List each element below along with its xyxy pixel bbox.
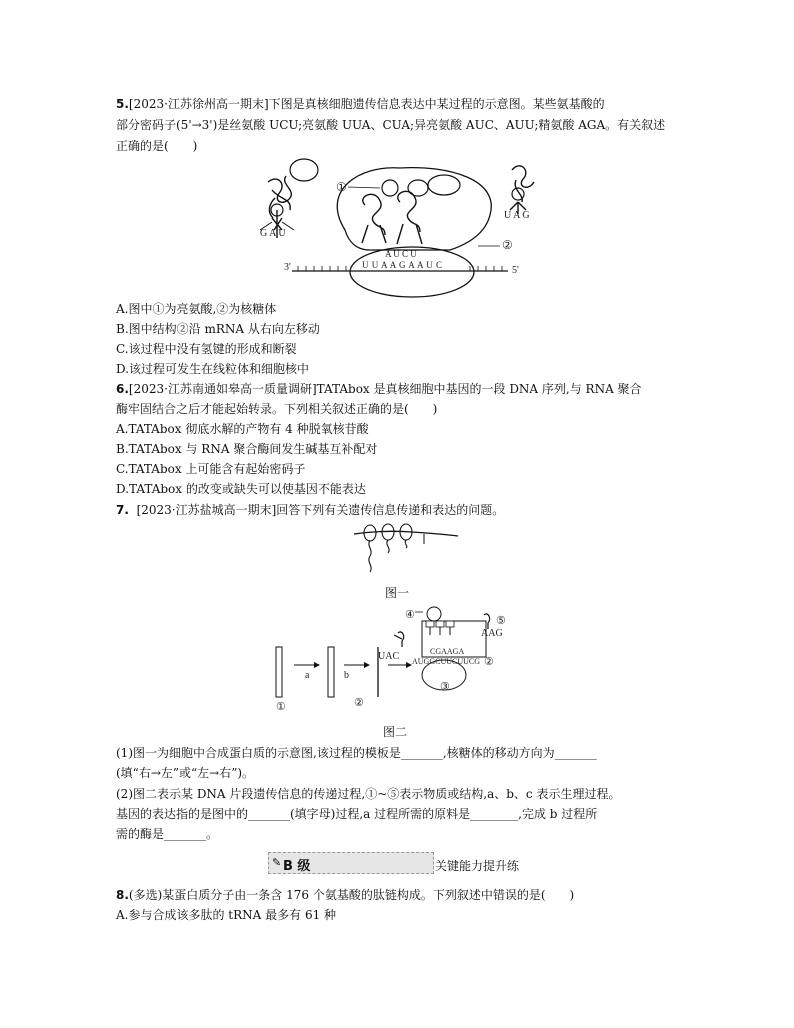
q6-line1: 6.[2023·江苏南通如皋高一质量调研]TATAbox 是真核细胞中基因的一段 DNA 序列,与 RNA 聚合	[116, 382, 642, 396]
q5-option-c: C.该过程中没有氢键的形成和断裂	[116, 342, 297, 356]
five-prime: 5'	[512, 265, 519, 276]
section-b-label: B 级	[283, 859, 311, 874]
q8-number: 8.	[116, 888, 129, 902]
codon-letters: A U C U	[385, 249, 417, 259]
q6-line2: 酶牢固结合之后才能起始转录。下列相关叙述正确的是( )	[116, 402, 438, 416]
figure-two-caption: 图二	[383, 725, 408, 739]
q6-number: 6.	[116, 382, 129, 396]
q5-number: 5.	[116, 97, 129, 111]
section-b-badge	[268, 852, 434, 874]
right-anticodon: U A G	[504, 210, 530, 221]
section-b-title: 关键能力提升练	[435, 859, 520, 873]
q6-option-c: C.TATAbox 上可能含有起始密码子	[116, 462, 306, 476]
fig2-aag: AAG	[481, 628, 503, 639]
q7-sub1-line2: (填“右→左”或“左→右”)。	[116, 766, 255, 780]
translation-diagram	[250, 150, 550, 300]
pencil-icon: ✎	[272, 856, 282, 869]
q5-option-a: A.图中①为亮氨酸,②为核糖体	[116, 302, 277, 316]
mrna-sequence: U U A A G A A U C	[362, 260, 443, 270]
left-anticodon: G A U	[260, 228, 286, 239]
fig2-label-4: ④	[405, 609, 415, 621]
figure-one-diagram	[352, 522, 462, 582]
three-prime: 3'	[284, 262, 291, 273]
fig2-label-5: ⑤	[496, 615, 506, 627]
fig2-label-3: ③	[440, 681, 450, 693]
q7-line1: 7. [2023·江苏盐城高一期末]回答下列有关遗传信息传递和表达的问题。	[116, 503, 505, 517]
fig2-label-a: a	[305, 670, 310, 681]
q5-line3: 正确的是( )	[116, 139, 198, 153]
q5-option-b: B.图中结构②沿 mRNA 从右向左移动	[116, 322, 320, 336]
q7-sub2-line3: 需的酶是_______。	[116, 827, 219, 841]
fig2-uac: UAC	[378, 651, 400, 662]
fig2-bottom-seq: AUGGCUUCUUCG	[412, 657, 481, 666]
q6-option-d: D.TATAbox 的改变或缺失可以使基因不能表达	[116, 482, 366, 496]
fig2-label-b: b	[344, 670, 349, 681]
q7-sub2-line1: (2)图二表示某 DNA 片段遗传信息的传递过程,①~⑤表示物质或结构,a、b、c 表示生理过程。	[116, 787, 621, 801]
q5-line1: 5.[2023·江苏徐州高一期末]下图是真核细胞遗传信息表达中某过程的示意图。某些氨基酸的	[116, 97, 605, 111]
fig2-top-seq: CGAAGA	[430, 647, 465, 656]
q6-option-b: B.TATAbox 与 RNA 聚合酶间发生碱基互补配对	[116, 442, 378, 456]
q5-option-d: D.该过程可发生在线粒体和细胞核中	[116, 362, 310, 376]
q7-sub2-line2: 基因的表达指的是图中的_______(填字母)过程,a 过程所需的原料是________,完成 b 过程所	[116, 807, 598, 821]
q8-line1: 8.(多选)某蛋白质分子由一条含 176 个氨基酸的肽链构成。下列叙述中错误的是( )	[116, 888, 575, 902]
q8-option-a: A.参与合成该多肽的 tRNA 最多有 61 种	[116, 908, 337, 922]
q5-line2: 部分密码子(5'→3')是丝氨酸 UCU;亮氨酸 UUA、CUA;异亮氨酸 AUC、AUU;精氨酸 AGA。有关叙述	[116, 118, 666, 132]
label-1: ①	[336, 180, 347, 194]
fig2-label-2-bottom: ②	[354, 697, 364, 709]
fig2-label-1: ①	[276, 701, 286, 713]
q7-sub1-line1: (1)图一为细胞中合成蛋白质的示意图,该过程的模板是_______,核糖体的移动方向为_______	[116, 746, 597, 760]
figure-one-caption: 图一	[385, 586, 410, 600]
label-2: ②	[502, 238, 513, 252]
fig2-label-2-right: ②	[484, 656, 494, 668]
q6-option-a: A.TATAbox 彻底水解的产物有 4 种脱氧核苷酸	[116, 422, 369, 436]
q7-number: 7.	[116, 503, 129, 517]
